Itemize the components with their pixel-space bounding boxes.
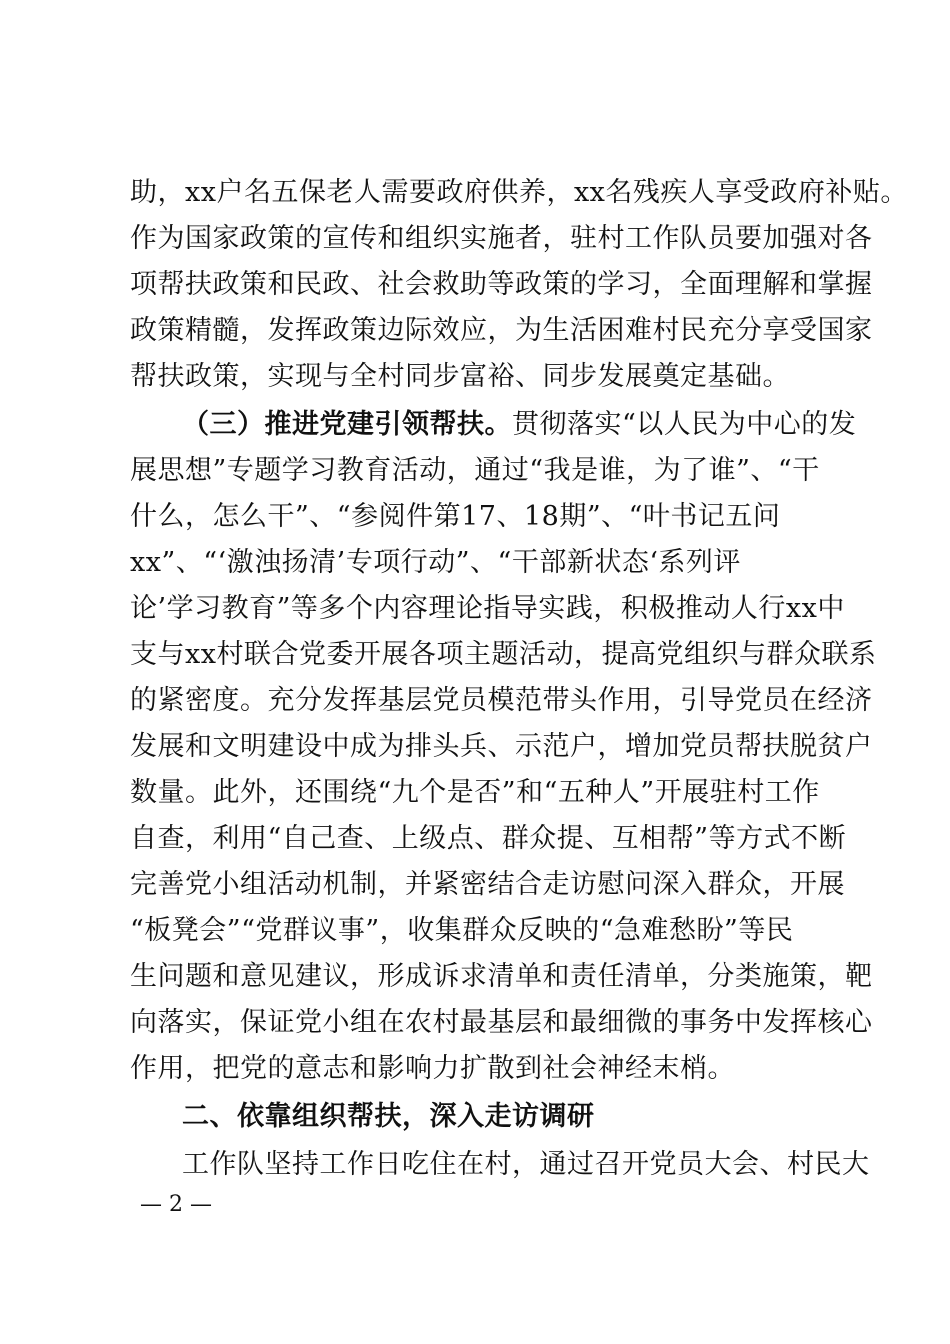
paragraph-line: 作为国家政策的宣传和组织实施者，驻村工作队员要加强对各 — [130, 223, 873, 254]
section-heading: 二、依靠组织帮扶，深入走访调研 — [182, 1101, 595, 1132]
paragraph-line: 工作队坚持工作日吃住在村，通过召开党员大会、村民大 — [182, 1149, 870, 1180]
paragraph-line: 向落实，保证党小组在农村最基层和最细微的事务中发挥核心 — [130, 1007, 873, 1038]
paragraph-line: 完善党小组活动机制，并紧密结合走访慰问深入群众，开展 — [130, 869, 845, 900]
subsection-title: （三）推进党建引领帮扶。 — [182, 409, 512, 440]
paragraph-line: 展思想”专题学习教育活动，通过“我是谁，为了谁”、“干 — [130, 455, 820, 486]
paragraph-first-line — [182, 402, 856, 448]
paragraph-line: 政策精髓，发挥政策边际效应，为生活困难村民充分享受国家 — [130, 315, 873, 346]
paragraph-line: 作用，把党的意志和影响力扩散到社会神经末梢。 — [130, 1053, 735, 1084]
paragraph-line: xx”、“‘激浊扬清’专项行动”、“干部新状态‘系列评 — [130, 547, 741, 578]
paragraph-line: 发展和文明建设中成为排头兵、示范户，增加党员帮扶脱贫户 — [130, 731, 873, 762]
paragraph-line: 生问题和意见建议，形成诉求清单和责任清单，分类施策，靶 — [130, 961, 873, 992]
paragraph-text: 贯彻落实“以人民为中心的发 — [512, 409, 857, 440]
paragraph-line: 助，xx户名五保老人需要政府供养，xx名残疾人享受政府补贴。 — [130, 177, 908, 208]
paragraph-line: 帮扶政策，实现与全村同步富裕、同步发展奠定基础。 — [130, 361, 790, 392]
paragraph-line: 的紧密度。充分发挥基层党员模范带头作用，引导党员在经济 — [130, 685, 873, 716]
paragraph-line: 自查，利用“自己查、上级点、群众提、互相帮”等方式不断 — [130, 823, 847, 854]
paragraph-line: 数量。此外，还围绕“九个是否”和“五种人”开展驻村工作 — [130, 777, 820, 808]
paragraph-line: “板凳会”“党群议事”，收集群众反映的“急难愁盼”等民 — [130, 915, 794, 946]
paragraph-line: 什么，怎么干”、“参阅件第17、18期”、“叶书记五问 — [130, 501, 781, 532]
paragraph-line: 论’学习教育”等多个内容理论指导实践，积极推动人行xx中 — [130, 593, 845, 624]
paragraph-line: 项帮扶政策和民政、社会救助等政策的学习，全面理解和掌握 — [130, 269, 873, 300]
paragraph-line: 支与xx村联合党委开展各项主题活动，提高党组织与群众联系 — [130, 639, 877, 670]
page-number: — 2 — — [140, 1192, 212, 1217]
